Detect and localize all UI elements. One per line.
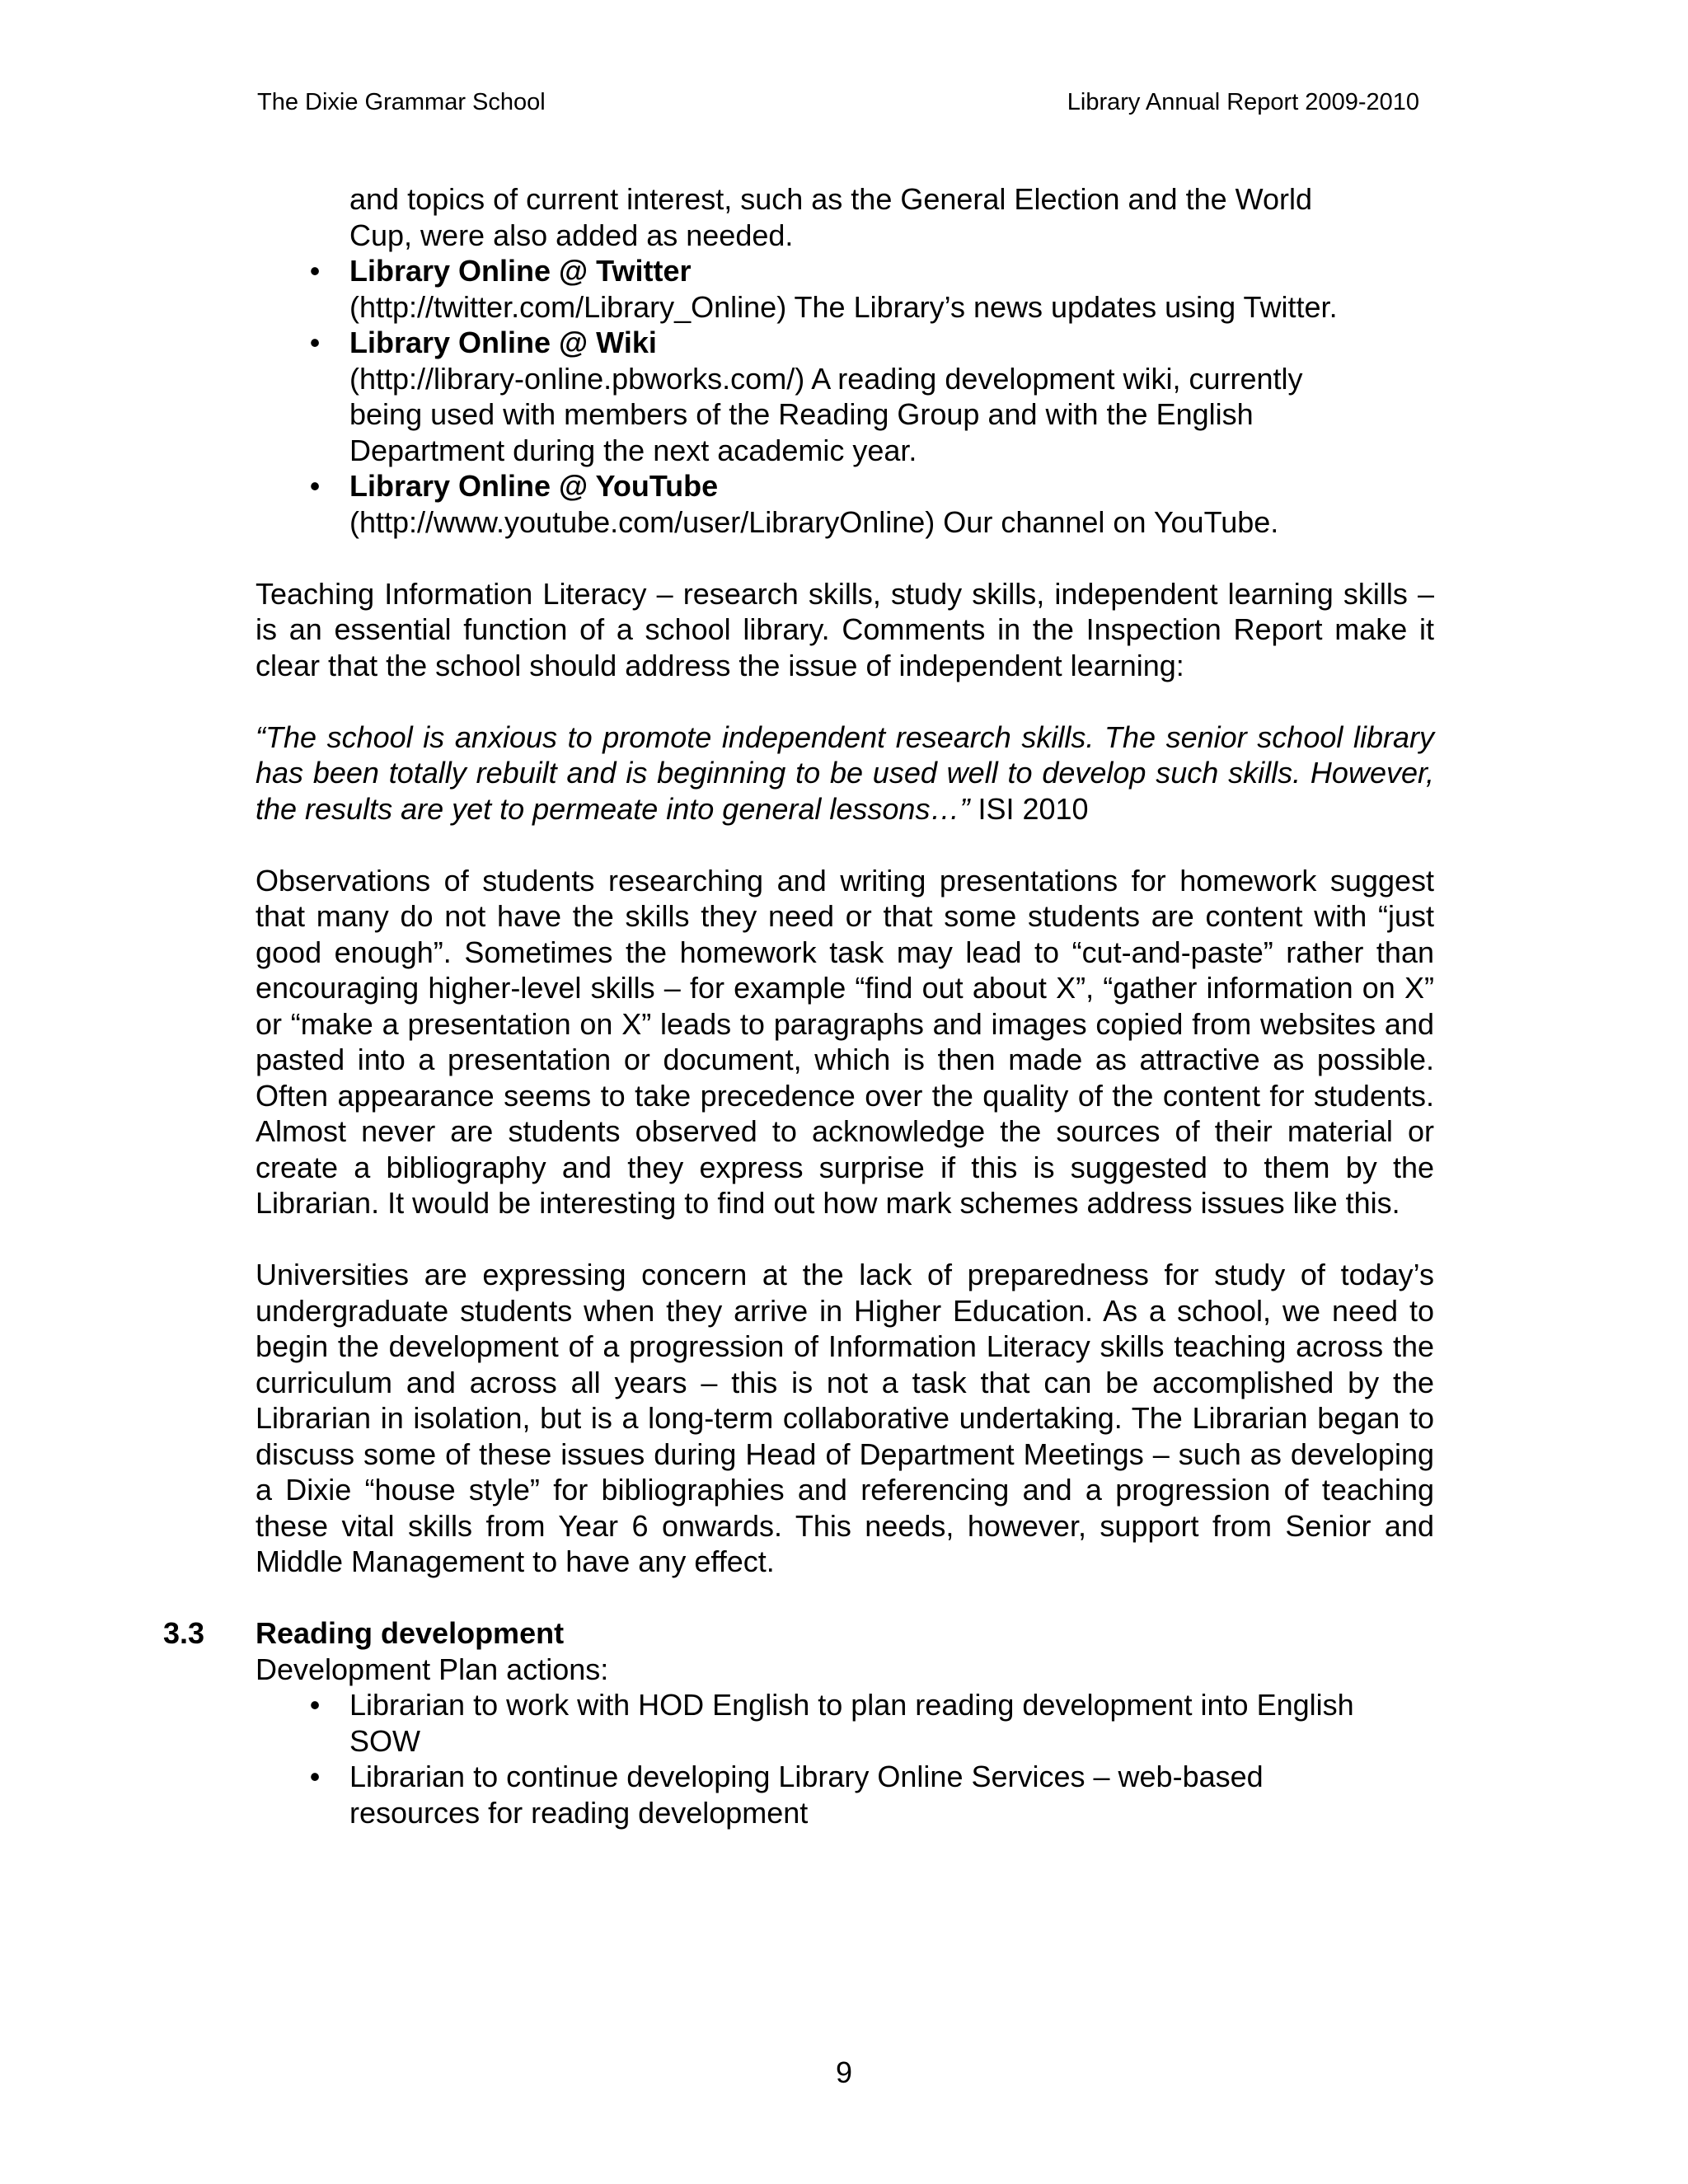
section-heading bbox=[163, 1615, 1434, 1652]
action-text: Librarian to work with HOD English to plan reading development into English bbox=[349, 1688, 1354, 1722]
list-item bbox=[256, 1687, 1434, 1759]
paragraph-universities: Universities are expressing concern at the lack of preparedness for study of today’s undergraduate students when they arrive in Higher Education. As a school, we need to begin the development of a progression of Information Literacy skills teaching across the curriculum and across all years – this is not a task that can be accomplished by the Librarian in isolation, but is a long-term collaborative undertaking. The Librarian began to discuss some of these issues during Head of Department Meetings – such as developing a Dixie “house style” for bibliographies and referencing and a progression of teaching these vital skills from Year 6 onwards. This needs, however, support from Senior and Middle Management to have any effect. bbox=[256, 1258, 1434, 1578]
page-number: 9 bbox=[835, 2055, 853, 2089]
section-title: Reading development bbox=[256, 1616, 565, 1650]
bullet-icon: • bbox=[309, 1688, 321, 1722]
quote-source: ISI 2010 bbox=[969, 791, 1089, 826]
service-description: (http://library-online.pbworks.com/) A reading development wiki, currently bbox=[349, 361, 1303, 396]
bullet-icon: • bbox=[309, 469, 321, 503]
service-description: being used with members of the Reading Group and with the English bbox=[349, 397, 1254, 431]
page-body bbox=[163, 181, 1434, 1830]
action-text: Librarian to continue developing Library Online Services – web-based bbox=[349, 1760, 1264, 1793]
bullet-icon: • bbox=[309, 326, 321, 359]
list-item-youtube bbox=[256, 468, 1434, 540]
header-report-title: Library Annual Report 2009-2010 bbox=[1067, 89, 1419, 115]
action-text: SOW bbox=[349, 1723, 420, 1758]
service-title: Library Online @ YouTube bbox=[349, 469, 719, 503]
page-header bbox=[257, 89, 1419, 125]
header-school-name: The Dixie Grammar School bbox=[257, 89, 546, 115]
service-title: Library Online @ Wiki bbox=[349, 326, 657, 359]
paragraph-info-literacy: Teaching Information Literacy – research skills, study skills, independent learning skills – is an essential function of a school library. Comments in the Inspection Report make it clear that the school should address the issue of independent learning: bbox=[256, 576, 1434, 682]
action-text: resources for reading development bbox=[349, 1795, 809, 1830]
intro-line: and topics of current interest, such as the General Election and the World bbox=[349, 182, 1312, 216]
service-description: Department during the next academic year. bbox=[349, 433, 917, 467]
quote-paragraph bbox=[256, 719, 1434, 827]
section-intro: Development Plan actions: bbox=[256, 1652, 609, 1686]
intro-continuation bbox=[349, 181, 1434, 253]
list-item-twitter bbox=[256, 253, 1434, 325]
service-description: (http://twitter.com/Library_Online) The Library’s news updates using Twitter. bbox=[349, 289, 1338, 324]
list-item-wiki bbox=[256, 325, 1434, 468]
paragraph-observations: Observations of students researching and writing presentations for homework suggest that many do not have the skills they need or that some students are content with “just good enough”. Sometimes the homework task may lead to “cut-and-paste” rather than encouraging higher-level skills – for example “find out about X”, “gather information on X” or “make a presentation on X” leads to paragraphs and images copied from websites and pasted into a presentation or document, which is then made as attractive as possible. Often appearance seems to take precedence over the quality of the content for students. Almost never are students observed to acknowledge the sources of their material or create a bibliography and they express surprise if this is suggested to them by the Librarian. It would be interesting to find out how mark schemes address issues like this. bbox=[256, 863, 1434, 1220]
service-title: Library Online @ Twitter bbox=[349, 254, 692, 288]
online-services-list bbox=[256, 253, 1434, 540]
list-item bbox=[256, 1759, 1434, 1830]
bullet-icon: • bbox=[309, 1760, 321, 1793]
inspection-quote: “The school is anxious to promote independent research skills. The senior school library has been totally rebuilt and is beginning to be used well to develop such skills. However, the results are yet to permeate into general lessons…” bbox=[256, 719, 1434, 826]
development-actions-list bbox=[256, 1687, 1434, 1830]
section-number: 3.3 bbox=[163, 1616, 205, 1650]
service-description: (http://www.youtube.com/user/LibraryOnline) Our channel on YouTube. bbox=[349, 504, 1279, 539]
bullet-icon: • bbox=[309, 254, 321, 288]
intro-line: Cup, were also added as needed. bbox=[349, 218, 794, 252]
